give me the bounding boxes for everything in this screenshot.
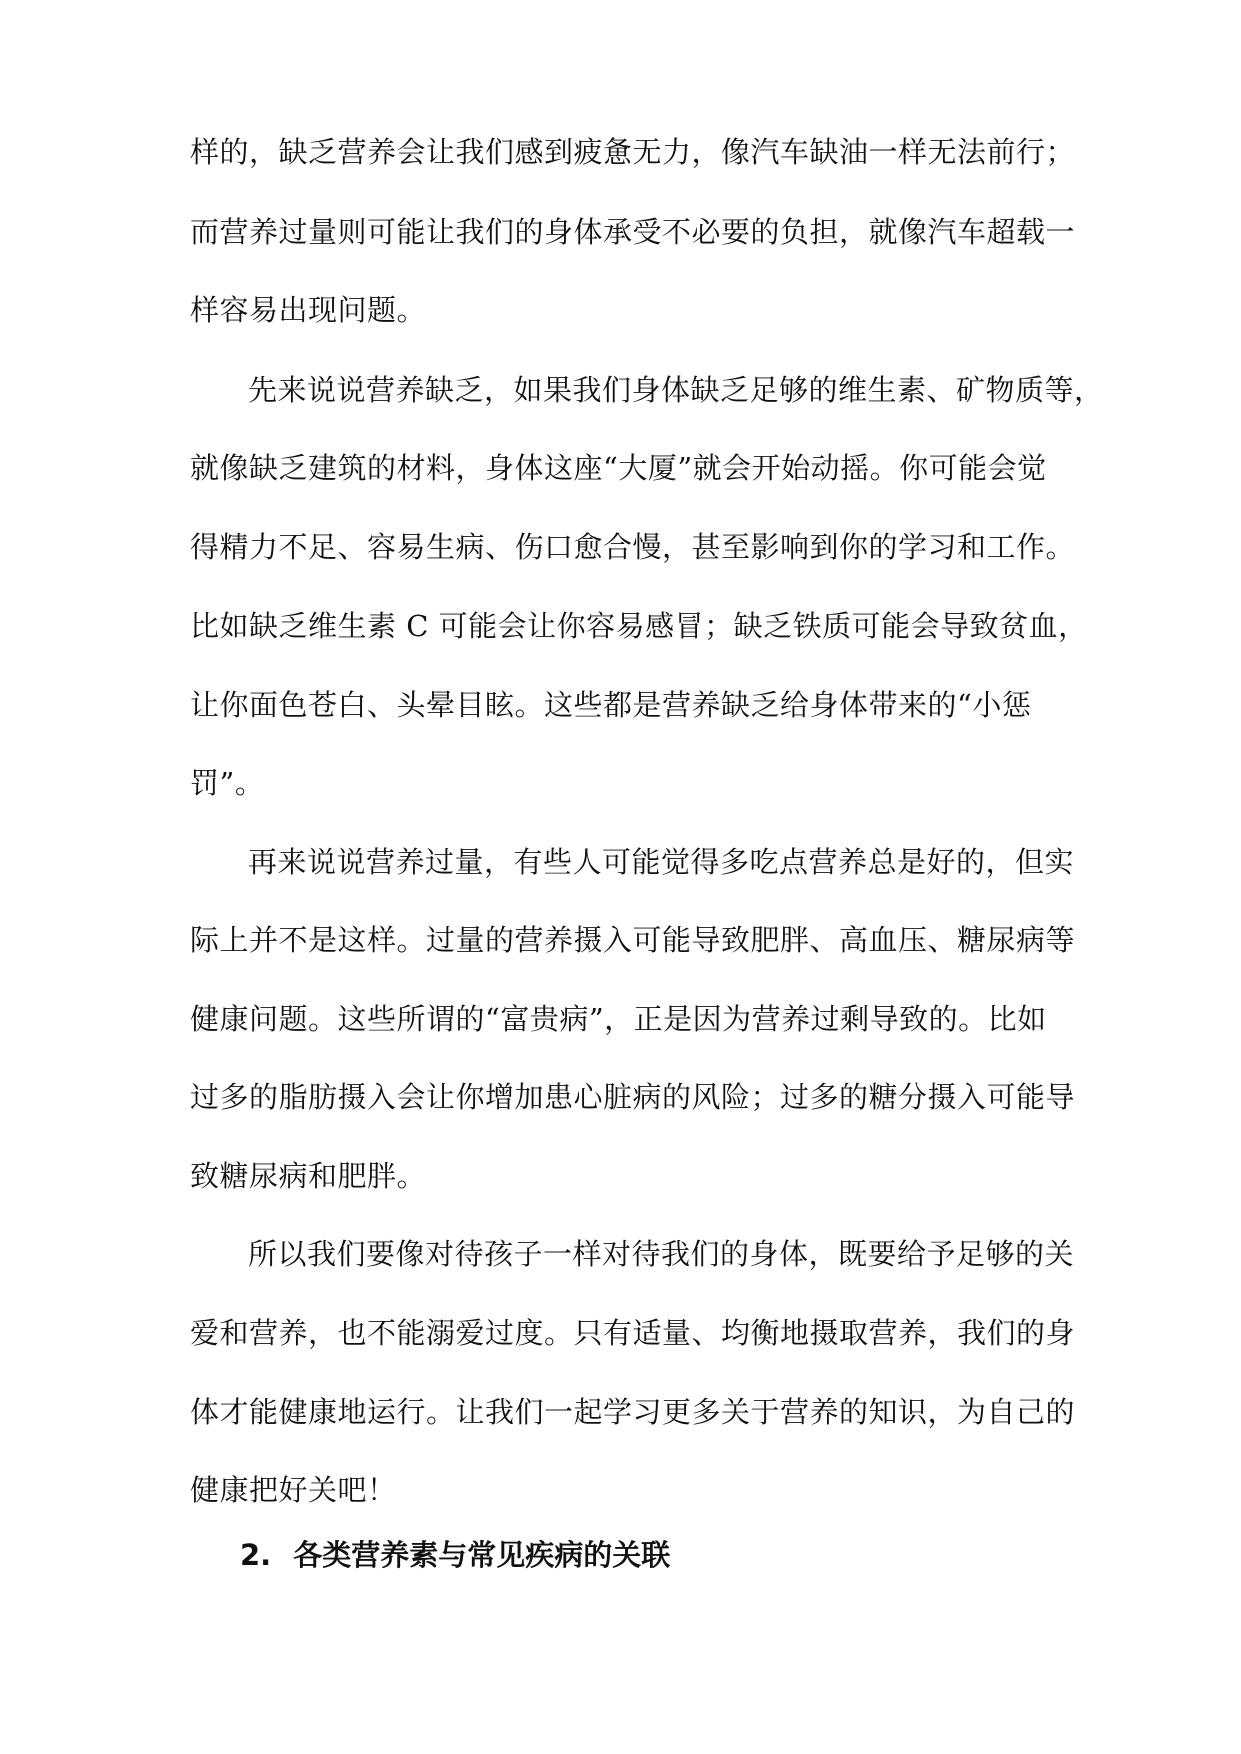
body-text-line: 罚”。 bbox=[190, 766, 265, 800]
body-text-line: 先来说说营养缺乏，如果我们身体缺乏足够的维生素、矿物质等， bbox=[248, 373, 1104, 407]
body-text-line: 而营养过量则可能让我们的身体承受不必要的负担，就像汽车超载一 bbox=[190, 215, 1076, 249]
body-text-line: 让你面色苍白、头晕目眩。这些都是营养缺乏给身体带来的“小惩 bbox=[190, 688, 1032, 722]
body-text-line: 际上并不是这样。过量的营养摄入可能导致肥胖、高血压、糖尿病等 bbox=[190, 923, 1076, 957]
body-text-line: 再来说说营养过量，有些人可能觉得多吃点营养总是好的，但实 bbox=[248, 845, 1075, 879]
body-text-line: 样的，缺乏营养会让我们感到疲惫无力，像汽车缺油一样无法前行； bbox=[190, 135, 1076, 169]
body-text-line: 就像缺乏建筑的材料，身体这座“大厦”就会开始动摇。你可能会觉 bbox=[190, 451, 1047, 485]
section-number: 2. bbox=[240, 1538, 272, 1572]
section-title: 各类营养素与常见疾病的关联 bbox=[293, 1538, 671, 1572]
body-text-line: 爱和营养，也不能溺爱过度。只有适量、均衡地摄取营养，我们的身 bbox=[190, 1316, 1076, 1350]
body-text-line: 体才能健康地运行。让我们一起学习更多关于营养的知识，为自己的 bbox=[190, 1395, 1076, 1429]
body-text-line: 比如缺乏维生素 C 可能会让你容易感冒；缺乏铁质可能会导致贫血， bbox=[190, 609, 1088, 643]
paragraph-4-line-4: 健康把好关吧！ bbox=[190, 1473, 397, 1507]
section-heading bbox=[240, 1535, 670, 1575]
body-text-line: 健康问题。这些所谓的“富贵病”，正是因为营养过剩导致的。比如 bbox=[190, 1002, 1047, 1036]
body-text-line: 得精力不足、容易生病、伤口愈合慢，甚至影响到你的学习和工作。 bbox=[190, 530, 1076, 564]
body-text-line: 所以我们要像对待孩子一样对待我们的身体，既要给予足够的关 bbox=[248, 1237, 1075, 1271]
body-text-line: 样容易出现问题。 bbox=[190, 293, 427, 327]
body-text-line: 过多的脂肪摄入会让你增加患心脏病的风险；过多的糖分摄入可能导 bbox=[190, 1080, 1076, 1114]
body-text-line: 致糖尿病和肥胖。 bbox=[190, 1159, 427, 1193]
